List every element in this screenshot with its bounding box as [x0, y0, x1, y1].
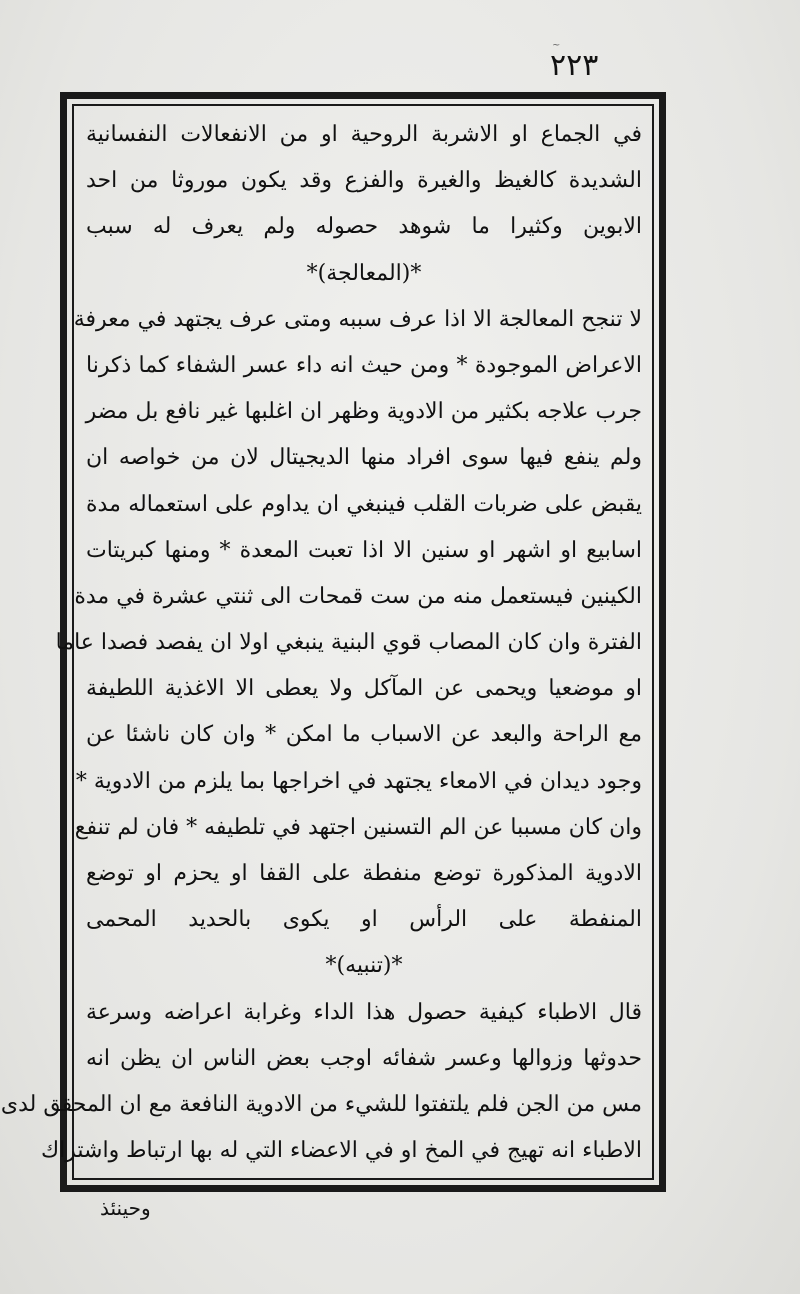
- text-line: مس من الجن فلم يلتفتوا للشيء من الادوية النافعة مع ان المحقق لدى: [0, 1091, 642, 1117]
- text-line: الفترة وان كان المصاب قوي البنية ينبغي اولا ان يفصد فصدا عاما: [55, 630, 642, 656]
- text-line: الادوية المذكورة توضع منفطة على القفا او يحزم او توضع: [86, 861, 642, 886]
- text-line: الابوين وكثيرا ما شوهد حصوله ولم يعرف له سبب: [86, 214, 642, 240]
- section-heading-note: *(تنبيه)*: [325, 953, 403, 979]
- text-line: قال الاطباء كيفية حصول هذا الداء وغرابة اعراضه وسرعة: [86, 999, 642, 1025]
- body-text: [0, 112, 642, 1172]
- text-line: في الجماع او الاشربة الروحية او من الانفعالات النفسانية: [86, 122, 642, 147]
- text-line: الكينين فيستعمل منه من ست قمحات الى ثنتي عشرة في مدة: [74, 583, 642, 609]
- text-line: وجود ديدان في الامعاء يجتهد في اخراجها بما يلزم من الادوية *: [75, 768, 642, 794]
- text-line: الاعراض الموجودة * ومن حيث انه داء عسر الشفاء كما ذكرنا: [86, 352, 642, 378]
- text-line: اسابيع او اشهر او سنين الا اذا تعبت المعدة * ومنها كبريتات: [86, 537, 642, 563]
- text-line: جرب علاجه بكثير من الادوية وظهر ان اغلبها غير نافع بل مضر: [85, 399, 642, 425]
- text-line: حدوثها وزوالها وعسر شفائه اوجب بعض الناس ان يظن انه: [86, 1045, 642, 1071]
- text-line: المنفطة على الرأس او يكوى بالحديد المحمى: [86, 907, 642, 933]
- text-line: او موضعيا ويحمى عن المآكل ولا يعطى الا الاغذية اللطيفة: [86, 676, 642, 702]
- ink-smudge: ~: [552, 40, 561, 51]
- page-number: ٢٢٣: [550, 48, 599, 83]
- section-heading-treatment: *(المعالجة)*: [306, 260, 422, 286]
- text-line: ولم ينفع فيها سوى افراد منها الديجيتال لان من خواصه ان: [86, 445, 642, 471]
- text-line: الشديدة كالغيظ والغيرة والفزع وقد يكون موروثا من احد: [86, 168, 642, 194]
- text-line: لا تنجح المعالجة الا اذا عرف سببه ومتى عرف يجتهد في معرفة: [73, 306, 642, 332]
- catchword: وحينئذ: [100, 1196, 151, 1220]
- text-line: وان كان مسببا عن الم التسنين اجتهد في تلطيفه * فان لم تنفع: [74, 814, 642, 840]
- text-line: الاطباء انه تهيج في المخ او في الاعضاء التي له بها ارتباط واشتراك: [41, 1138, 642, 1164]
- text-line: يقبض على ضربات القلب فينبغي ان يداوم على استعماله مدة: [86, 491, 642, 517]
- text-line: مع الراحة والبعد عن الاسباب ما امكن * وان كان ناشئا عن: [86, 722, 642, 748]
